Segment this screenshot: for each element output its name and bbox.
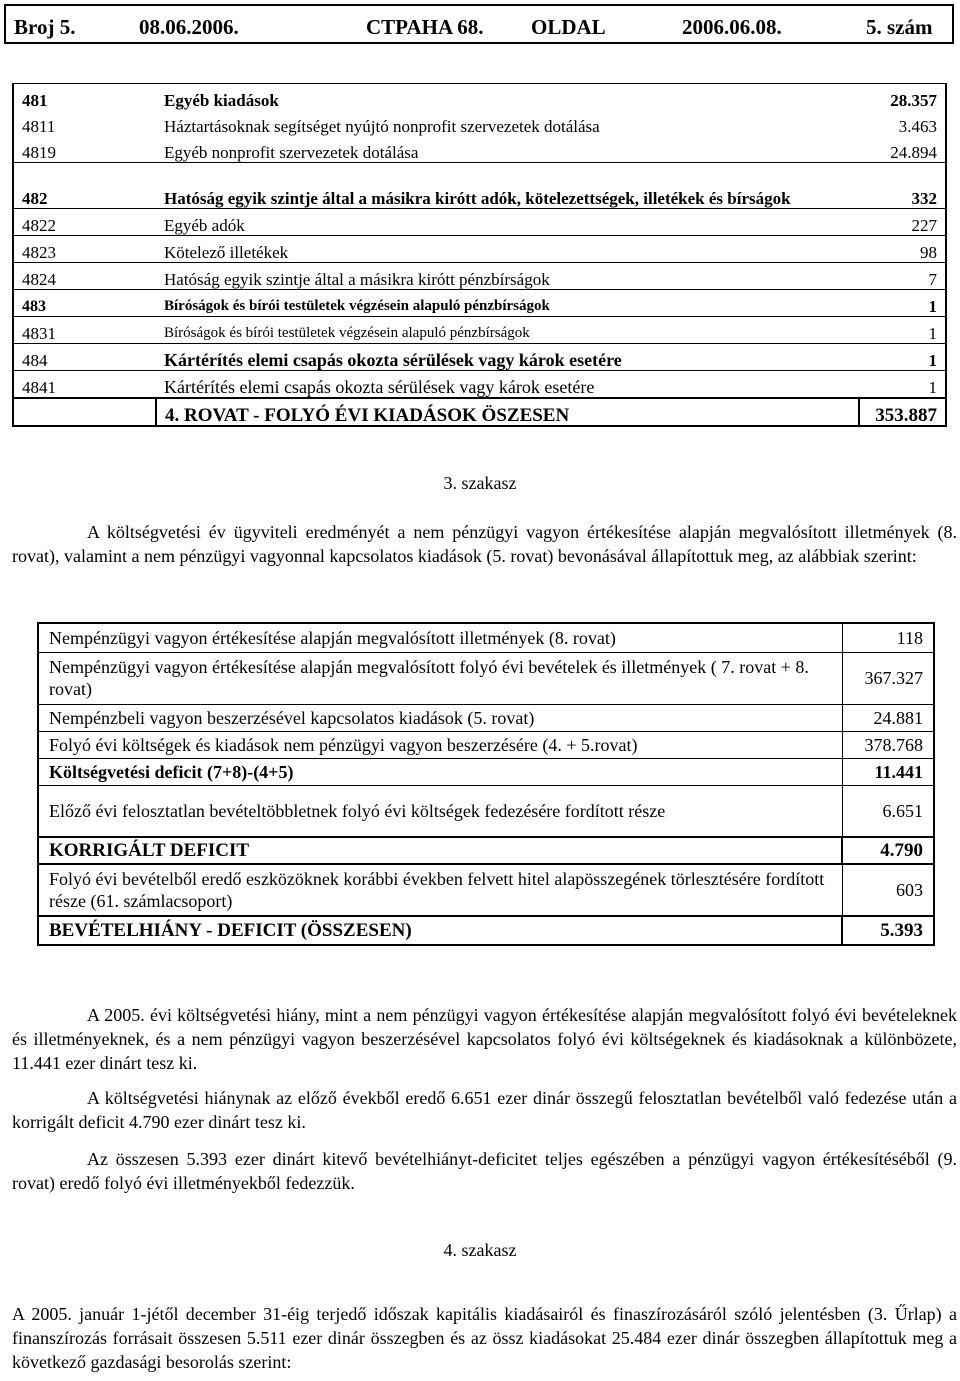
row-value: 6.651 bbox=[842, 785, 934, 837]
header-oldal: OLDAL bbox=[531, 15, 606, 39]
section4-title: 4. szakasz bbox=[443, 1240, 517, 1260]
row-code: 4831 bbox=[13, 317, 156, 344]
row-label: Nempénzügyi vagyon értékesítése alapján megvalósított illetmények (8. rovat) bbox=[38, 623, 842, 652]
row-name: Háztartásoknak segítséget nyújtó nonprofit szervezetek dotálása bbox=[164, 117, 600, 136]
row-label: Költségvetési deficit (7+8)-(4+5) bbox=[38, 758, 842, 785]
row-value: 1 bbox=[859, 317, 946, 344]
section3-text: A költségvetési év ügyviteli eredményét a nem pénzügyi vagyon értékesítése alapján megvalósított illetmények (8. rovat), valamint a nem pénzügyi vagyonnal kapcsolatos kiadások (5. rovat) bevonásával állapítottuk meg, az alábbiak szerint: bbox=[12, 522, 957, 566]
row-code: 4822 bbox=[13, 209, 156, 236]
row-value: 1 bbox=[859, 344, 946, 371]
table-row bbox=[13, 136, 946, 163]
row-value: 11.441 bbox=[842, 758, 934, 785]
row-code: 4823 bbox=[13, 236, 156, 263]
header-szam: 5. szám bbox=[866, 15, 933, 39]
row-name: Kártérítés elemi csapás okozta sérülések vagy károk esetére bbox=[156, 371, 859, 399]
row-name: Bíróságok és bírói testületek végzésein alapuló pénzbírságok bbox=[156, 290, 859, 317]
header-date-left: 08.06.2006. bbox=[139, 15, 239, 39]
table-row bbox=[38, 864, 934, 916]
table-row bbox=[38, 623, 934, 652]
table-row bbox=[38, 731, 934, 758]
row-value: 332 bbox=[859, 163, 946, 209]
row-name: Egyéb kiadások bbox=[156, 84, 859, 111]
row-value: 227 bbox=[859, 209, 946, 236]
total-label: 4. ROVAT - FOLYÓ ÉVI KIADÁSOK ÖSZESEN bbox=[156, 398, 859, 426]
row-label: Nempénzbeli vagyon beszerzésével kapcsolatos kiadások (5. rovat) bbox=[38, 704, 842, 731]
paragraph-2: A költségvetési hiánynak az előző évekből eredő 6.651 ezer dinár összegű felosztatlan bevételből való fedezése után a korrigált deficit 4.790 ezer dinárt tesz ki. bbox=[12, 1088, 957, 1132]
row-label: Nempénzügyi vagyon értékesítése alapján megvalósított folyó évi bevételek és illetmények ( 7. rovat + 8. rovat) bbox=[38, 652, 842, 704]
row-label: KORRIGÁLT DEFICIT bbox=[38, 837, 842, 864]
row-value: 24.894 bbox=[859, 136, 946, 163]
table-row bbox=[38, 837, 934, 864]
table-row bbox=[13, 263, 946, 290]
header-date-right: 2006.06.08. bbox=[682, 15, 782, 39]
row-value: 1 bbox=[859, 290, 946, 317]
row-value: 28.357 bbox=[859, 84, 946, 111]
row-code: 483 bbox=[13, 290, 156, 317]
table-row bbox=[13, 317, 946, 344]
row-value: 1 bbox=[859, 371, 946, 399]
paragraph-1: A 2005. évi költségvetési hiány, mint a nem pénzügyi vagyon értékesítése alapján megvalósított folyó évi bevételeknek és illetményeknek, és a nem pénzügyi vagyon beszerzésével kapcsolatos folyó évi költségeknek és kiadásoknak a különbözete, 11.441 ezer dinárt tesz ki. bbox=[12, 1005, 957, 1073]
table-row bbox=[13, 209, 946, 236]
header-ctpaha: CTPAHA 68. bbox=[366, 15, 484, 39]
row-value: 98 bbox=[859, 236, 946, 263]
deficit-table bbox=[37, 622, 935, 946]
row-code: 4811 bbox=[13, 110, 156, 136]
row-label: Folyó évi bevételből eredő eszközöknek korábbi években felvett hitel alapösszegének törlesztésére fordított része (61. számlacsoport) bbox=[38, 864, 842, 916]
total-empty-cell bbox=[13, 398, 156, 426]
row-value: 3.463 bbox=[859, 110, 946, 136]
expense-table bbox=[12, 83, 947, 427]
row-value: 7 bbox=[859, 263, 946, 290]
row-value: 5.393 bbox=[842, 916, 934, 945]
table-row bbox=[13, 344, 946, 371]
row-code: 482 bbox=[13, 163, 156, 209]
section3-title: 3. szakasz bbox=[443, 473, 517, 493]
row-code: 4824 bbox=[13, 263, 156, 290]
table-row bbox=[38, 652, 934, 704]
row-value: 603 bbox=[842, 864, 934, 916]
table-row bbox=[13, 163, 946, 209]
row-name: Bíróságok és bírói testületek végzésein alapuló pénzbírságok bbox=[156, 317, 859, 344]
row-value: 4.790 bbox=[842, 837, 934, 864]
table-row bbox=[13, 290, 946, 317]
section4-text: A 2005. január 1-jétől december 31-éig terjedő időszak kapitális kiadásairól és finaszírozásáról szóló jelentésben (3. Űrlap) a finanszírozás forrásait összesen 5.511 ezer dinár összegben és az össz kiadásokat 25.484 ezer dinár összegben állapítottuk meg a következő gazdasági besorolás szerint: bbox=[12, 1304, 957, 1372]
table-row bbox=[13, 110, 946, 136]
row-name: Egyéb nonprofit szervezetek dotálása bbox=[164, 143, 419, 162]
table-row bbox=[13, 371, 946, 399]
paragraph-3: Az összesen 5.393 ezer dinárt kitevő bevételhiányt-deficitet teljes egészében a pénzügyi vagyon értékesítéséből (9. rovat) eredő folyó évi illetményekből fedezzük. bbox=[12, 1149, 957, 1193]
header-broj: Broj 5. bbox=[14, 15, 76, 39]
row-label: BEVÉTELHIÁNY - DEFICIT (ÖSSZESEN) bbox=[38, 916, 842, 945]
page-header bbox=[4, 4, 954, 44]
row-value: 118 bbox=[842, 623, 934, 652]
table-row bbox=[13, 236, 946, 263]
row-code: 481 bbox=[13, 84, 156, 111]
row-label: Előző évi felosztatlan bevételtöbbletnek folyó évi költségek fedezésére fordított része bbox=[38, 785, 842, 837]
row-code: 4819 bbox=[13, 136, 156, 163]
table-row bbox=[38, 704, 934, 731]
table-row bbox=[38, 785, 934, 837]
row-value: 367.327 bbox=[842, 652, 934, 704]
row-code: 4841 bbox=[13, 371, 156, 399]
row-name: Kötelező illetékek bbox=[156, 236, 859, 263]
row-name: Egyéb adók bbox=[156, 209, 859, 236]
table-row bbox=[38, 758, 934, 785]
row-name: Hatóság egyik szintje által a másikra kirótt pénzbírságok bbox=[156, 263, 859, 290]
row-code: 484 bbox=[13, 344, 156, 371]
total-value: 353.887 bbox=[859, 398, 946, 426]
row-name: Hatóság egyik szintje által a másikra kirótt adók, kötelezettségek, illetékek és bírságok bbox=[156, 163, 859, 209]
table-row bbox=[38, 916, 934, 945]
row-value: 378.768 bbox=[842, 731, 934, 758]
row-value: 24.881 bbox=[842, 704, 934, 731]
row-label: Folyó évi költségek és kiadások nem pénzügyi vagyon beszerzésére (4. + 5.rovat) bbox=[38, 731, 842, 758]
table-total-row bbox=[13, 398, 946, 426]
table-row bbox=[13, 84, 946, 111]
row-name: Kártérítés elemi csapás okozta sérülések vagy károk esetére bbox=[156, 344, 859, 371]
